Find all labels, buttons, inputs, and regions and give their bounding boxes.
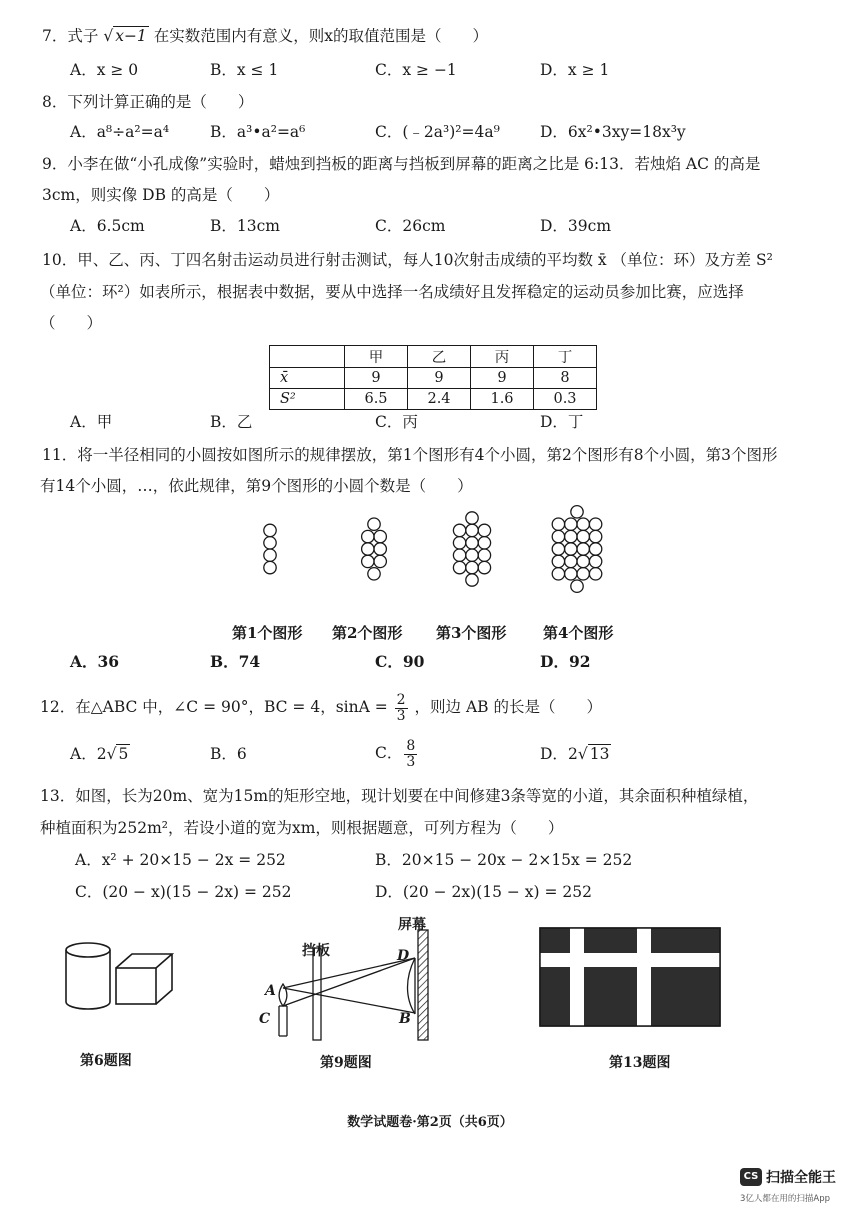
- table-cell: 2.4: [408, 389, 471, 410]
- small-circle: [577, 518, 589, 530]
- question-13-line1: 13．如图，长为20m、宽为15m的矩形空地，现计划要在中间修建3条等宽的小道，其余面积种植绿植，: [40, 787, 759, 805]
- small-circle: [466, 574, 478, 586]
- q13-option-c: C．(20 − x)(15 − 2x) = 252: [75, 883, 292, 901]
- table-cell: 1.6: [471, 389, 534, 410]
- circle-pattern-figure: [0, 505, 860, 615]
- small-circle: [478, 549, 490, 561]
- figure-9-point-b: B: [399, 1011, 411, 1027]
- q9-option-d: D．39cm: [540, 217, 612, 235]
- figure-9-point-d: D: [397, 948, 410, 964]
- small-circle: [478, 524, 490, 536]
- small-circle: [453, 561, 465, 573]
- q12-opt-a-label: A．: [70, 745, 97, 763]
- question-10-line3: （ ）: [40, 314, 103, 332]
- q12-opt-c-den: 3: [406, 753, 416, 770]
- figure-6-solids: [58, 940, 238, 1030]
- q7-stem-start: 7．式子: [42, 27, 99, 45]
- q11-option-a: A．36: [70, 652, 120, 671]
- table-header-cell: 乙: [408, 346, 471, 368]
- small-circle: [552, 555, 564, 567]
- q12-stem-end: ，则边 AB 的长是（ ）: [414, 698, 602, 716]
- figure-label-3: 第3个图形: [436, 624, 507, 642]
- small-circle: [589, 555, 601, 567]
- q12-opt-d-coef: 2: [567, 745, 578, 763]
- small-circle: [362, 530, 374, 542]
- small-circle: [565, 543, 577, 555]
- table-cell: S²: [270, 389, 345, 410]
- q9-option-a: A．6.5cm: [70, 217, 145, 235]
- small-circle: [552, 543, 564, 555]
- table-row: [270, 389, 597, 410]
- figure-13-caption: 第13题图: [609, 1055, 671, 1071]
- small-circle: [577, 530, 589, 542]
- q8-option-a: A．a⁸÷a²=a⁴: [70, 123, 170, 141]
- q9-option-b: B．13cm: [210, 217, 280, 235]
- q8-option-d: D．6x²•3xy=18x³y: [540, 123, 686, 141]
- q12-opt-c-fraction: [404, 739, 417, 770]
- small-circle: [565, 530, 577, 542]
- q12-option-b: B．6: [210, 745, 247, 763]
- table-cell: 8: [534, 368, 597, 389]
- q12-opt-a-coef: 2: [96, 745, 107, 763]
- table-cell: x̄: [270, 368, 345, 389]
- small-circle: [466, 524, 478, 536]
- question-8-stem: 8．下列计算正确的是（ ）: [42, 93, 254, 111]
- question-9-line2: 3cm，则实像 DB 的高是（ ）: [42, 186, 280, 204]
- q7-option-a: A．x ≥ 0: [70, 61, 139, 79]
- table-header-cell: [270, 346, 345, 368]
- figure-9-pinhole: [255, 918, 455, 1048]
- figure-label-1: 第1个图形: [232, 624, 303, 642]
- small-circle: [571, 580, 583, 592]
- small-circle: [478, 537, 490, 549]
- question-11-line1: 11．将一半径相同的小圆按如图所示的规律摆放，第1个图形有4个小圆，第2个图形有8个小圆，第3个图形: [42, 446, 778, 464]
- page-footer: 数学试题卷·第2页（共6页）: [347, 1115, 513, 1130]
- table-header-cell: 甲: [345, 346, 408, 368]
- table-cell: 9: [408, 368, 471, 389]
- q12-option-d: D．2√ 13: [540, 745, 610, 763]
- figure-label-2: 第2个图形: [332, 624, 403, 642]
- small-circle: [368, 568, 380, 580]
- small-circle: [368, 518, 380, 530]
- figure-9-point-a: A: [265, 983, 276, 999]
- q7-option-d: D．x ≥ 1: [540, 61, 610, 79]
- small-circle: [577, 555, 589, 567]
- q7-sqrt: √ x−1: [103, 27, 147, 45]
- q13-option-d: D．(20 − 2x)(15 − x) = 252: [375, 883, 593, 901]
- question-11-line2: 有14个小圆，…，依此规律，第9个图形的小圆个数是（ ）: [40, 477, 473, 495]
- small-circle: [478, 561, 490, 573]
- table-cell: 9: [471, 368, 534, 389]
- small-circle: [264, 537, 276, 549]
- figure-label-4: 第4个图形: [543, 624, 614, 642]
- question-13-line2: 种植面积为252m²，若设小道的宽为xm，则根据题意，可列方程为（ ）: [40, 819, 564, 837]
- small-circle: [577, 568, 589, 580]
- scanner-slogan: 3亿人都在用的扫描App: [740, 1194, 831, 1204]
- q12-option-c: [375, 736, 419, 770]
- question-7-stem: [42, 26, 488, 46]
- small-circle: [466, 561, 478, 573]
- table-header-cell: 丙: [471, 346, 534, 368]
- small-circle: [565, 555, 577, 567]
- q8-option-b: B．a³•a²=a⁶: [210, 123, 306, 141]
- small-circle: [374, 530, 386, 542]
- small-circle: [552, 568, 564, 580]
- question-10-line2: （单位：环²）如表所示，根据表中数据，要从中选择一名成绩好且发挥稳定的运动员参加比赛，应选择: [40, 283, 744, 301]
- small-circle: [552, 518, 564, 530]
- scanner-brand-name: 扫描全能王: [766, 1170, 836, 1186]
- q10-option-c: C．丙: [375, 413, 418, 431]
- figure-9-screen-label: 屏幕: [398, 917, 426, 933]
- table-header-row: [270, 346, 597, 368]
- q10-option-b: B．乙: [210, 413, 253, 431]
- q7-stem-end: 在实数范围内有意义，则x的取值范围是（ ）: [153, 27, 488, 45]
- small-circle: [565, 568, 577, 580]
- small-circle: [453, 524, 465, 536]
- question-12-stem: [40, 692, 602, 724]
- small-circle: [589, 530, 601, 542]
- q12-opt-d-label: D．: [540, 745, 568, 763]
- small-circle: [362, 543, 374, 555]
- scanner-logo-icon: CS: [740, 1168, 762, 1186]
- question-10-line1: 10．甲、乙、丙、丁四名射击运动员进行射击测试，每人10次射击成绩的平均数 x̄ （单位：环）及方差 S²: [42, 251, 773, 269]
- small-circle: [264, 549, 276, 561]
- q13-option-a: A．x² + 20×15 − 2x = 252: [75, 851, 286, 869]
- q12-fraction: [395, 693, 408, 724]
- table-cell: 6.5: [345, 389, 408, 410]
- small-circle: [466, 549, 478, 561]
- small-circle: [552, 530, 564, 542]
- small-circle: [264, 524, 276, 536]
- figure-9-baffle-label: 挡板: [302, 943, 330, 959]
- small-circle: [466, 512, 478, 524]
- q12-opt-c-label: C．: [375, 744, 403, 762]
- q12-frac-den: 3: [396, 707, 406, 724]
- small-circle: [589, 543, 601, 555]
- q11-option-d: D．92: [540, 652, 591, 671]
- q13-option-b: B．20×15 − 20x − 2×15x = 252: [375, 851, 633, 869]
- figure-6-caption: 第6题图: [80, 1053, 132, 1069]
- question-9-line1: 9．小李在做“小孔成像”实验时，蜡烛到挡板的距离与挡板到屏幕的距离之比是 6:13．若烛焰 AC 的高是: [42, 155, 761, 173]
- small-circle: [453, 537, 465, 549]
- q9-option-c: C．26cm: [375, 217, 446, 235]
- small-circle: [362, 555, 374, 567]
- figure-9-caption: 第9题图: [320, 1055, 372, 1071]
- q11-option-b: B．74: [210, 652, 261, 671]
- small-circle: [453, 549, 465, 561]
- q12-opt-a-radicand: 5: [118, 745, 129, 763]
- figure-13-field: [540, 928, 722, 1028]
- small-circle: [571, 506, 583, 518]
- q12-opt-c-num: 8: [406, 737, 416, 754]
- q7-option-c: C．x ≥ −1: [375, 61, 457, 79]
- q12-opt-d-radicand: 13: [589, 745, 610, 763]
- small-circle: [589, 568, 601, 580]
- figure-9-point-c: C: [259, 1011, 271, 1027]
- q10-option-a: A．甲: [70, 413, 113, 431]
- small-circle: [589, 518, 601, 530]
- table-row: [270, 368, 597, 389]
- q10-option-d: D．丁: [540, 413, 584, 431]
- q8-option-c: C．(﹣2a³)²=4a⁹: [375, 123, 500, 141]
- q12-stem-start: 12．在△ABC 中，∠C = 90°，BC = 4，sinA =: [40, 698, 388, 716]
- small-circle: [374, 555, 386, 567]
- q12-frac-num: 2: [396, 691, 406, 708]
- q11-option-c: C．90: [375, 652, 425, 671]
- small-circle: [565, 518, 577, 530]
- table-cell: 9: [345, 368, 408, 389]
- q7-radicand: x−1: [115, 27, 147, 45]
- small-circle: [577, 543, 589, 555]
- small-circle: [264, 561, 276, 573]
- q12-option-a: A．2√ 5: [70, 745, 129, 763]
- score-table: [269, 345, 597, 410]
- q7-option-b: B．x ≤ 1: [210, 61, 279, 79]
- table-cell: 0.3: [534, 389, 597, 410]
- small-circle: [374, 543, 386, 555]
- table-header-cell: 丁: [534, 346, 597, 368]
- small-circle: [466, 537, 478, 549]
